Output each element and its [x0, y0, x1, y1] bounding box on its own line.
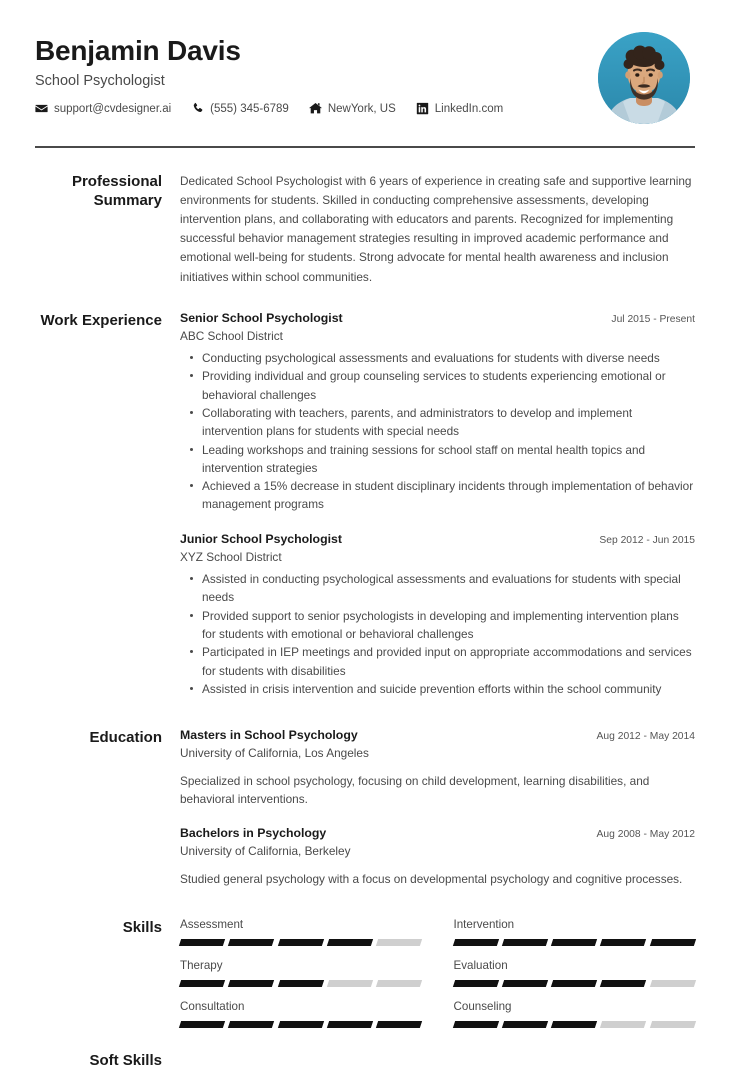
skill-name: Assessment — [180, 918, 244, 931]
skill-segment-filled — [376, 1021, 423, 1028]
skill-segment-filled — [650, 939, 697, 946]
skill-level-bar — [454, 1021, 696, 1028]
section-label-experience: Work Experience — [40, 311, 162, 329]
skill-segment-filled — [179, 1021, 226, 1028]
skill-level-bar — [180, 980, 422, 987]
list-item: Leading workshops and training sessions for school staff on mental health topics and intervention strategies — [202, 441, 695, 478]
section-body-summary — [180, 172, 695, 287]
skill-segment-filled — [551, 939, 598, 946]
section-label-skills: Skills — [122, 919, 162, 936]
section-education — [0, 728, 730, 888]
skill-segment-filled — [551, 980, 598, 987]
avatar — [598, 32, 690, 124]
skill-segment-empty — [327, 980, 374, 987]
list-item: Assisted in crisis intervention and suicide prevention efforts within the school community — [202, 680, 695, 698]
skills-grid — [180, 918, 695, 1028]
list-item: Achieved a 15% decrease in student disciplinary incidents through implementation of behavior management programs — [202, 477, 695, 514]
skill-segment-filled — [228, 1021, 275, 1028]
education-degree: Bachelors in Psychology — [180, 826, 327, 841]
resume-header — [0, 0, 730, 124]
experience-entry — [180, 311, 695, 514]
experience-entry-head — [180, 532, 695, 548]
contact-email[interactable] — [35, 102, 171, 115]
skill-segment-filled — [327, 1021, 374, 1028]
education-entry — [180, 826, 695, 888]
skill-segment-filled — [452, 939, 499, 946]
skill-segment-empty — [376, 980, 423, 987]
skill-segment-filled — [452, 1021, 499, 1028]
skill-level-bar — [180, 939, 422, 946]
contact-linkedin[interactable] — [416, 102, 503, 115]
page-title: Benjamin Davis — [35, 35, 241, 66]
home-icon — [309, 102, 322, 115]
experience-bullets — [180, 349, 695, 514]
skill-name: Counseling — [453, 999, 512, 1013]
skill-segment-filled — [502, 980, 549, 987]
section-body-education — [180, 728, 695, 888]
skill-segment-filled — [277, 1021, 324, 1028]
summary-text: Dedicated School Psychologist with 6 years of experience in creating safe and supportive learning environments for students. Skilled in conducting comprehensive assessments, developing intervention plans, and collaborating with educators and parents. Recognized for implementing successful behavior management strategies resulting in improved academic performance and emotional well-being for students. Strong advocate for mental health awareness and inclusion initiatives within school communities. — [180, 174, 692, 284]
section-work-experience — [0, 311, 730, 699]
skill-level-bar — [180, 1021, 422, 1028]
contact-location-label: NewYork, US — [327, 102, 396, 115]
education-entry-head — [180, 728, 695, 744]
experience-organization: XYZ School District — [180, 549, 282, 564]
list-item: Provided support to senior psychologists in developing and implementing intervention plans for students with emotional or behavioral challenges — [202, 607, 695, 644]
contact-row — [35, 102, 503, 115]
skill-segment-filled — [502, 1021, 549, 1028]
education-date: Aug 2008 - May 2012 — [596, 829, 695, 841]
skill-segment-empty — [600, 1021, 647, 1028]
skill-name: Consultation — [180, 999, 245, 1013]
skill-segment-filled — [600, 980, 647, 987]
skill-segment-empty — [650, 980, 697, 987]
skill-segment-filled — [228, 939, 275, 946]
skill-segment-filled — [551, 1021, 598, 1028]
list-item: Collaborating with teachers, parents, and administrators to develop and implement intervention plans for students with special needs — [202, 404, 695, 441]
skill-item — [454, 918, 696, 946]
education-institution: University of California, Berkeley — [180, 844, 351, 859]
envelope-icon — [35, 102, 48, 115]
skill-level-bar — [454, 980, 696, 987]
section-soft-skills-partial — [0, 1052, 730, 1066]
section-label-soft-skills: Soft Skills — [89, 1051, 162, 1066]
skill-level-bar — [454, 939, 696, 946]
section-label-education: Education — [89, 729, 162, 747]
list-item: Assisted in conducting psychological assessments and evaluations for students with special needs — [202, 570, 695, 607]
contact-phone[interactable] — [191, 102, 289, 115]
experience-title: Junior School Psychologist — [180, 531, 342, 546]
education-date: Aug 2012 - May 2014 — [596, 731, 695, 743]
education-degree: Masters in School Psychology — [180, 728, 358, 743]
experience-organization: ABC School District — [180, 328, 283, 343]
education-description: Specialized in school psychology, focusing on child development, learning disabilities, and behavioral interventions. — [180, 773, 650, 806]
contact-linkedin-label: LinkedIn.com — [434, 102, 504, 115]
experience-entry — [180, 532, 695, 698]
skill-item — [454, 959, 696, 987]
contact-location[interactable] — [309, 102, 396, 115]
skill-segment-empty — [376, 939, 423, 946]
header-text-block — [35, 32, 503, 115]
linkedin-icon — [416, 102, 429, 115]
contact-phone-label: (555) 345-6789 — [210, 102, 289, 115]
contact-email-label: support@cvdesigner.ai — [54, 102, 172, 115]
experience-date: Jul 2015 - Present — [611, 313, 695, 325]
list-item: Conducting psychological assessments and evaluations for students with diverse needs — [202, 349, 695, 367]
experience-title: Senior School Psychologist — [180, 310, 343, 325]
skill-name: Intervention — [453, 918, 515, 931]
skill-segment-filled — [600, 939, 647, 946]
skill-item — [180, 959, 422, 987]
skill-name: Evaluation — [453, 958, 508, 972]
skill-segment-empty — [650, 1021, 697, 1028]
skill-segment-filled — [277, 939, 324, 946]
section-label-summary: Professional Summary — [71, 173, 162, 209]
education-entry — [180, 728, 695, 808]
experience-entry-head — [180, 311, 695, 327]
list-item: Participated in IEP meetings and provided input on appropriate accommodations and services for students with disabilities — [202, 643, 695, 680]
experience-date: Sep 2012 - Jun 2015 — [599, 534, 695, 546]
list-item: Providing individual and group counseling services to students experiencing emotional or behavioral challenges — [202, 367, 695, 404]
skill-segment-filled — [277, 980, 324, 987]
experience-bullets — [180, 570, 695, 698]
skill-item — [180, 918, 422, 946]
phone-icon — [191, 102, 204, 115]
skill-segment-filled — [327, 939, 374, 946]
section-professional-summary — [0, 172, 730, 287]
skill-segment-filled — [502, 939, 549, 946]
skill-segment-filled — [228, 980, 275, 987]
skill-segment-filled — [179, 939, 226, 946]
education-institution: University of California, Los Angeles — [180, 746, 369, 761]
skill-segment-filled — [452, 980, 499, 987]
section-skills — [0, 918, 730, 1028]
education-description: Studied general psychology with a focus on developmental psychology and cognitive processes. — [180, 871, 683, 886]
header-divider — [35, 146, 695, 148]
job-title: School Psychologist — [35, 72, 165, 89]
education-entry-head — [180, 826, 695, 842]
skill-segment-filled — [179, 980, 226, 987]
skill-name: Therapy — [180, 958, 223, 972]
section-body-experience — [180, 311, 695, 699]
section-body-skills — [180, 918, 695, 1028]
